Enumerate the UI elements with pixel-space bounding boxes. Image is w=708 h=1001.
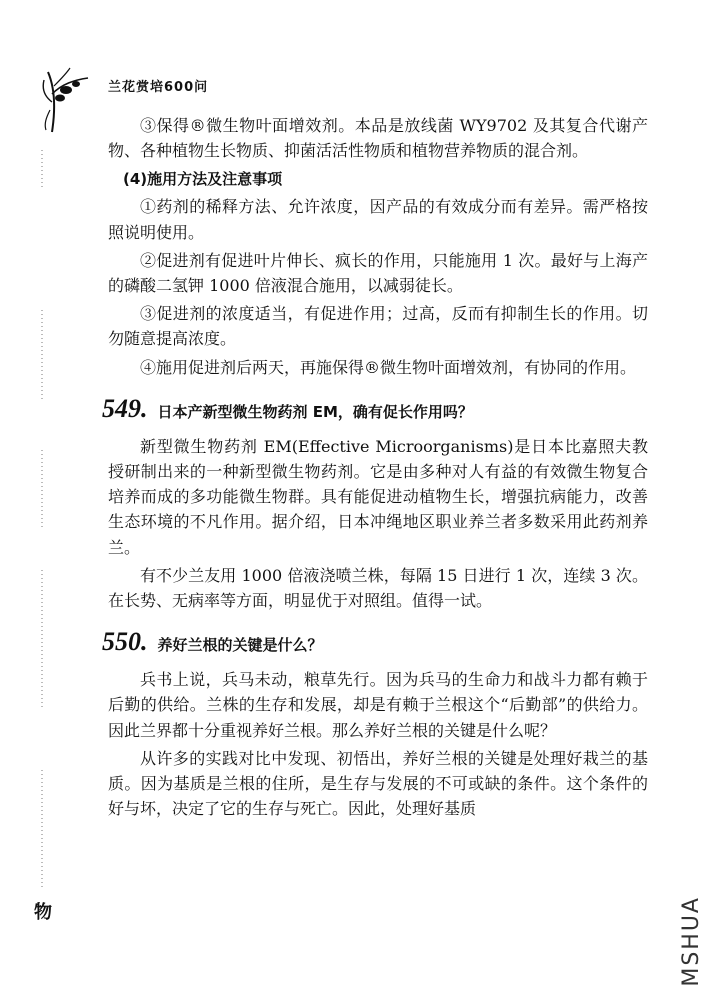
paragraph: ③促进剂的浓度适当，有促进作用；过高，反而有抑制生长的作用。切勿随意提高浓度。 bbox=[108, 304, 648, 349]
subheading: (4)施用方法及注意事项 bbox=[123, 170, 283, 189]
side-section-char: 物 bbox=[34, 902, 52, 923]
orchid-logo-icon bbox=[40, 66, 92, 136]
paragraph: 兵书上说，兵马未动，粮草先行。因为兵马的生命力和战斗力都有赖于后勤的供给。兰株的生存和发展，却是有赖于兰根这个“后勤部”的供给力。因此兰界都十分重视养好兰根。那么养好兰根的关键是什么呢？ bbox=[108, 670, 648, 740]
paragraph: 有不少兰友用 1000 倍液浇喷兰株，每隔 15 日进行 1 次，连续 3 次。在长势、无病率等方面，明显优于对照组。值得一试。 bbox=[108, 565, 648, 611]
paragraph: 从许多的实践对比中发现、初悟出，养好兰根的关键是处理好栽兰的基质。因为基质是兰根的住所，是生存与发展的不可或缺的条件。这个条件的好与坏，决定了它的生存与死亡。因此，处理好基质 bbox=[108, 748, 648, 819]
paragraph: 新型微生物药剂 EM(Effective Microorganisms)是日本比嘉照夫教授研制出来的一种新型微生物药剂。它是由多种对人有益的有效微生物复合培养而成的多功能微生物群。具有能促进动植物生长，增强抗病能力，改善生态环境的不凡作用。据介绍，日本冲绳地区职业养兰者多数采用此药剂养兰。 bbox=[108, 436, 648, 557]
question-heading bbox=[102, 394, 648, 424]
watermark: MSHUA bbox=[679, 896, 704, 987]
book-title: 兰花赏培600问 bbox=[108, 80, 209, 95]
question-number: 549. bbox=[102, 393, 148, 423]
question-title: 日本产新型微生物药剂 EM，确有促长作用吗？ bbox=[157, 402, 473, 421]
question-number: 550. bbox=[102, 627, 148, 657]
paragraph: ④施用促进剂后两天，再施保得®微生物叶面增效剂，有协同的作用。 bbox=[140, 357, 637, 377]
paragraph: ①药剂的稀释方法、允许浓度，因产品的有效成分而有差异。需严格按照说明使用。 bbox=[108, 197, 648, 242]
question-heading bbox=[102, 627, 648, 657]
question-title: 养好兰根的关键是什么？ bbox=[157, 636, 323, 655]
paragraph: ③保得®微生物叶面增效剂。本品是放线菌 WY9702 及其复合代谢产物、各种植物生长物质、抑菌活活性物质和植物营养物质的混合剂。 bbox=[108, 116, 648, 161]
paragraph: ②促进剂有促进叶片伸长、疯长的作用，只能施用 1 次。最好与上海产的磷酸二氢钾 1000 倍液混合施用，以减弱徒长。 bbox=[108, 250, 648, 296]
margin-dotted-line bbox=[40, 150, 44, 890]
page-body bbox=[102, 113, 648, 824]
